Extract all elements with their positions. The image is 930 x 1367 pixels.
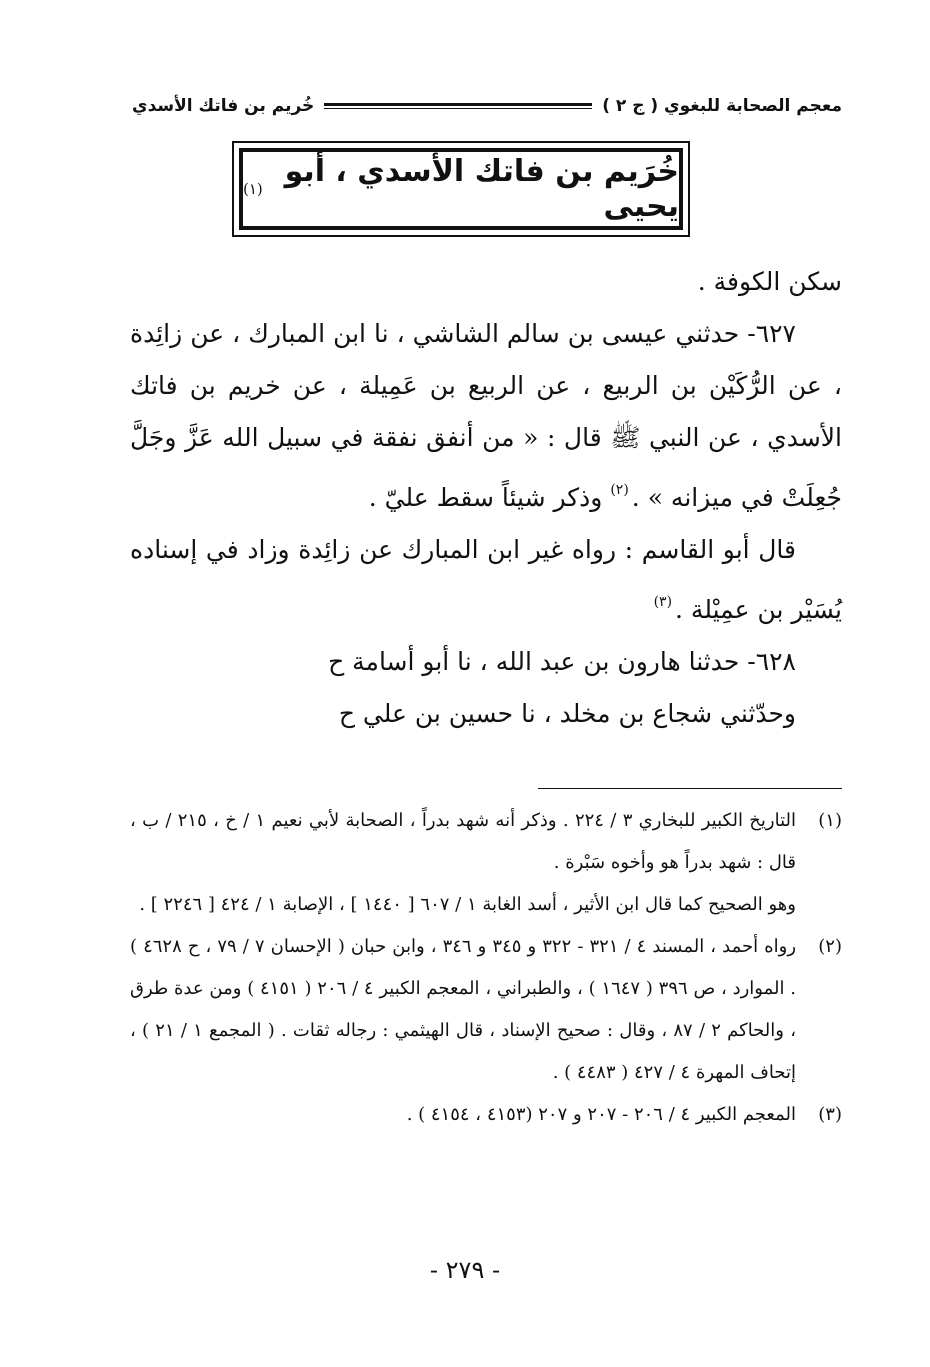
footnote-line: رواه أحمد ، المسند ٤ / ٣٢١ - ٣٢٢ و ٣٤٥ و ٣٤٦ ، وابن حبان ( الإحسان ٧ / ٧٩ ، ح ٤٦٢٨ ) . الموارد ، ص ٣٩٦ ( ١٦٤٧ ) ، والطبراني ، المعجم الكبير ٤ / ٢٠٦ ( ٤١٥١ ) ومن عدة طرق ، والحاكم ٢ / ٨٧ ، وقال : صحيح الإسناد ، قال الهيثمي : رجاله ثقات . ( المجمع ١ / ٢١ ) ، إتحاف المهرة ٤ / ٤٢٧ ( ٤٤٨٣ ) . <box>130 936 797 1083</box>
footnotes <box>130 800 842 1136</box>
footnote-body <box>130 1094 796 1136</box>
hadith-627-text: ٦٢٧- حدثني عيسى بن سالم الشاشي ، نا ابن المبارك ، عن زائِدة ، عن الرُّكَيْن بن الربيع ، عن الربيع بن عَمِيلة ، عن خريم بن فاتك الأسدي ، عن النبي ﷺ قال : « من أنفق نفقة في سبيل الله عَزَّ وجَلَّ جُعِلَتْ في ميزانه » . <box>130 319 842 512</box>
main-text <box>130 256 842 740</box>
running-header <box>132 90 842 122</box>
hadith-628-line-1-text: ٦٢٨- حدثنا هارون بن عبد الله ، نا أبو أسامة ح <box>328 647 796 676</box>
entry-title-box <box>232 141 690 237</box>
abu-qasim-text: قال أبو القاسم : رواه غير ابن المبارك عن زائِدة وزاد في إسناده يُسَيْر بن عمِيْلة . <box>130 535 842 624</box>
header-book-title: معجم الصحابة للبغوي ( ج ٢ ) <box>602 96 842 116</box>
footnote-line: وهو الصحيح كما قال ابن الأثير ، أسد الغابة ١ / ٦٠٧ [ ١٤٤٠ ] ، الإصابة ١ / ٤٢٤ [ ٢٢٤٦ ] . <box>139 894 796 915</box>
title-footnote-mark: (١) <box>243 180 263 198</box>
footnote-number: (٢) <box>818 936 842 957</box>
residence-line <box>130 256 842 308</box>
abu-qasim-footnote-mark: (٣) <box>653 594 673 610</box>
residence-text: سكن الكوفة . <box>697 267 842 296</box>
hadith-628-line-1 <box>130 636 796 688</box>
footnote-body <box>130 800 796 926</box>
header-rule <box>324 103 592 109</box>
footnote-2 <box>130 926 842 1094</box>
footnote-line: المعجم الكبير ٤ / ٢٠٦ - ٢٠٧ و ٢٠٧ (٤١٥٣ ، ٤١٥٤ ) . <box>406 1104 796 1125</box>
hadith-628-line-2-text: وحدّثني شجاع بن مخلد ، نا حسين بن علي ح <box>338 699 796 728</box>
footnote-1 <box>130 800 842 926</box>
entry-title-frame <box>239 148 683 230</box>
footnote-body <box>130 926 796 1094</box>
hadith-628-line-2 <box>130 688 796 740</box>
footnote-3 <box>130 1094 842 1136</box>
footnote-number: (١) <box>818 810 842 831</box>
hadith-627-paragraph <box>130 308 842 524</box>
hadith-627-footnote-mark: (٢) <box>610 482 629 498</box>
footnote-number: (٣) <box>818 1104 842 1125</box>
entry-title: خُرَيم بن فاتك الأسدي ، أبو يحيى <box>284 154 679 224</box>
footnote-line: التاريخ الكبير للبخاري ٣ / ٢٢٤ . وذكر أنه شهد بدراً ، الصحابة لأبي نعيم ١ / خ ، ٢١٥ / ب ، قال : شهد بدراً هو وأخوه سَبْرة . <box>130 810 797 873</box>
abu-qasim-paragraph <box>130 524 842 636</box>
footnote-separator <box>538 788 842 789</box>
hadith-627-end: وذكر شيئاً سقط عليّ . <box>368 483 603 512</box>
page-number: - ٢٧٩ - <box>429 1256 501 1284</box>
header-entry-name: خُريم بن فاتك الأسدي <box>132 96 315 116</box>
